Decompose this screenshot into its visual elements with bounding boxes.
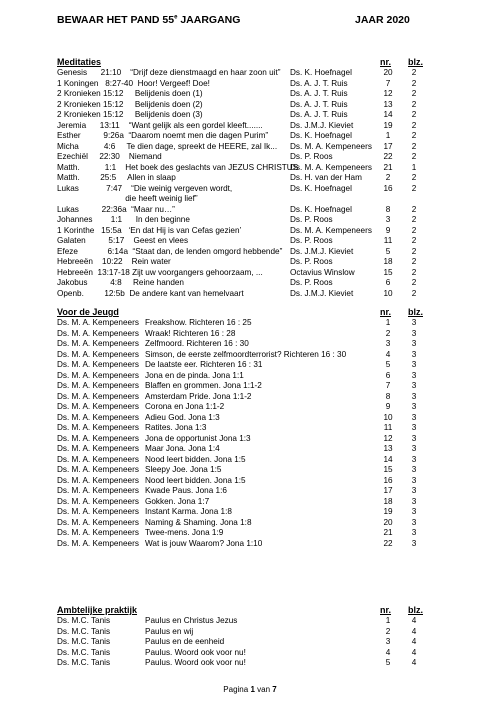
entry-title: Amsterdam Pride. Jona 1:1-2 xyxy=(145,391,252,401)
entry-title: Genesis 21:10 “Drijf deze dienstmaagd en haar zoon uit” xyxy=(57,68,281,77)
entry-page: 4 xyxy=(411,658,417,667)
entry-number: 19 xyxy=(383,507,393,516)
entry-title: Matth. 1:1 Het boek des geslachts van JEZUS CHRISTUS xyxy=(57,162,299,172)
entry-page: 2 xyxy=(411,152,417,161)
entry-page: 2 xyxy=(411,173,417,182)
entry-author: Ds. M. A. Kempeneers xyxy=(57,496,139,506)
entry-number: 12 xyxy=(383,89,393,98)
entry-title: Sleepy Joe. Jona 1:5 xyxy=(145,465,222,474)
entry-author: Ds. M. A. Kempeneers xyxy=(57,370,139,380)
entry-author: Ds. M. A. Kempeneers xyxy=(57,465,139,474)
entry-author: Ds. M. A. Kempeneers xyxy=(57,349,139,359)
entry-title: Freakshow. Richteren 16 : 25 xyxy=(145,318,252,327)
entry-number: 11 xyxy=(383,423,393,432)
entry-page: 3 xyxy=(411,475,417,485)
blz-column-header: blz. xyxy=(408,307,423,317)
entry-title: Ezechiël 22:30 Niemand xyxy=(57,152,162,161)
entry-title: Maar Jona. Jona 1:4 xyxy=(145,444,220,453)
entry-author: Ds. M.C. Tanis xyxy=(57,616,111,625)
entry-title: Hebreeën 13:17-18 Zijt uw voorgangers gehoorzaam, ... xyxy=(57,267,263,277)
entry-author: Ds. M. A. Kempeneers xyxy=(57,381,139,390)
entry-number: 10 xyxy=(383,288,393,298)
entry-number: 5 xyxy=(385,246,391,256)
entry-page: 3 xyxy=(411,423,417,432)
entry-author: Ds. J.M.J. Kieviet xyxy=(290,288,354,298)
entry-author: Ds. M. A. Kempeneers xyxy=(57,433,139,443)
entry-title: Blaffen en grommen. Jona 1:1-2 xyxy=(145,381,262,390)
entry-page: 3 xyxy=(411,328,417,338)
entry-page: 2 xyxy=(411,78,417,88)
entry-author: Ds. P. Roos xyxy=(290,278,333,287)
entry-page: 4 xyxy=(411,647,417,657)
entry-author: Ds. M. A. Kempeneers xyxy=(57,444,139,453)
entry-number: 10 xyxy=(383,412,393,422)
entry-number: 3 xyxy=(385,637,391,646)
entry-page: 2 xyxy=(411,183,417,193)
entry-title: Jeremia 13:11 “Want gelijk als een gordel kleeft....... xyxy=(57,120,263,130)
entry-page: 2 xyxy=(411,225,417,235)
entry-number: 14 xyxy=(383,110,393,119)
entry-page: 3 xyxy=(411,412,417,422)
entry-number: 14 xyxy=(383,454,393,464)
entry-title: Wraak! Richteren 16 : 28 xyxy=(145,328,236,338)
entry-title: 2 Kronieken 15:12 Belijdenis doen (2) xyxy=(57,99,203,109)
entry-title: Instant Karma. Jona 1:8 xyxy=(145,507,232,516)
entry-title: Jakobus 4:8 Reine handen xyxy=(57,278,184,287)
entry-title: 2 Kronieken 15:12 Belijdenis doen (3) xyxy=(57,110,203,119)
entry-number: 1 xyxy=(385,318,391,327)
entry-page: 2 xyxy=(411,68,417,77)
entry-title: Efeze 6:14a “Staat dan, de lenden omgord hebbende” xyxy=(57,246,283,256)
entry-author: Ds. A. J. T. Ruis xyxy=(290,89,348,98)
publication-title: BEWAAR HET PAND 55e JAARGANG xyxy=(57,14,241,26)
entry-title: 2 Kronieken 15:12 Belijdenis doen (1) xyxy=(57,89,203,98)
entry-title: Matth. 25:5 Allen in slaap xyxy=(57,173,176,182)
entry-number: 15 xyxy=(383,465,393,474)
entry-number: 18 xyxy=(383,257,393,266)
entry-author: Ds. M. A. Kempeneers xyxy=(290,141,372,151)
entry-page: 2 xyxy=(411,278,417,287)
entry-title: Johannes 1:1 In den beginne xyxy=(57,215,190,224)
entry-page: 2 xyxy=(411,120,417,130)
entry-page: 3 xyxy=(411,360,417,369)
entry-number: 6 xyxy=(385,370,391,380)
entry-number: 21 xyxy=(383,528,393,537)
entry-title: Ratites. Jona 1:3 xyxy=(145,423,207,432)
entry-author: Ds. K. Hoefnagel xyxy=(290,204,352,214)
entry-author: Ds. M. A. Kempeneers xyxy=(57,402,139,411)
entry-number: 17 xyxy=(383,486,393,495)
entry-author: Ds. A. J. T. Ruis xyxy=(290,110,348,119)
entry-number: 6 xyxy=(385,278,391,287)
entry-number: 16 xyxy=(383,183,393,193)
entry-page: 2 xyxy=(411,288,417,298)
entry-page: 2 xyxy=(411,204,417,214)
entry-title: De laatste eer. Richteren 16 : 31 xyxy=(145,360,263,369)
entry-author: Ds. M. A. Kempeneers xyxy=(57,328,139,338)
entry-page: 3 xyxy=(411,381,417,390)
entry-author: Ds. K. Hoefnagel xyxy=(290,183,352,193)
year-title: JAAR 2020 xyxy=(355,14,410,26)
entry-title: Paulus en wij xyxy=(145,626,194,636)
entry-number: 1 xyxy=(385,131,391,140)
entry-author: Ds. P. Roos xyxy=(290,257,333,266)
entry-number: 2 xyxy=(385,626,391,636)
entry-title: Nood leert bidden. Jona 1:5 xyxy=(145,475,246,485)
entry-author: Ds. J.M.J. Kieviet xyxy=(290,120,354,130)
blz-column-header: blz. xyxy=(408,57,423,67)
entry-page: 2 xyxy=(411,267,417,277)
entry-author: Ds. A. J. T. Ruis xyxy=(290,78,348,88)
entry-number: 3 xyxy=(385,215,391,224)
entry-number: 20 xyxy=(383,68,393,77)
entry-number: 16 xyxy=(383,475,393,485)
entry-title: Corona en Jona 1:1-2 xyxy=(145,402,225,411)
nr-column-header: nr. xyxy=(380,57,392,67)
entry-author: Ds. P. Roos xyxy=(290,215,333,224)
entry-title: Adieu God. Jona 1:3 xyxy=(145,412,220,422)
entry-page: 2 xyxy=(411,257,417,266)
entry-page: 3 xyxy=(411,517,417,527)
entry-title: Twee-mens. Jona 1:9 xyxy=(145,528,224,537)
entry-page: 4 xyxy=(411,637,417,646)
entry-page: 4 xyxy=(411,616,417,625)
entry-title: die heeft weinig lief” xyxy=(57,194,198,203)
entry-title: Paulus. Woord ook voor nu! xyxy=(145,658,246,667)
entry-number: 3 xyxy=(385,339,391,348)
entry-title: Jona en de pinda. Jona 1:1 xyxy=(145,370,244,380)
entry-title: Openb. 12:5b De andere kant van hemelvaart xyxy=(57,288,244,298)
entry-author: Ds. A. J. T. Ruis xyxy=(290,99,348,109)
entry-number: 13 xyxy=(383,444,393,453)
entry-number: 4 xyxy=(385,647,391,657)
entry-title: Micha 4:6 Te dien dage, spreekt de HEERE, zal Ik... xyxy=(57,141,278,151)
entry-page: 4 xyxy=(411,626,417,636)
entry-title: 1 Korinthe 15:5a ‘En dat Hij is van Cefas gezien’ xyxy=(57,225,242,235)
entry-author: Ds. M. A. Kempeneers xyxy=(57,454,139,464)
entry-page: 3 xyxy=(411,528,417,537)
entry-author: Ds. M. A. Kempeneers xyxy=(57,517,139,527)
entry-author: Ds. M. A. Kempeneers xyxy=(57,538,139,548)
entry-author: Octavius Winslow xyxy=(290,267,355,277)
entry-number: 15 xyxy=(383,267,393,277)
ambtelijke-heading: Ambtelijke praktijk xyxy=(57,605,138,615)
entry-page: 3 xyxy=(411,433,417,443)
entry-number: 21 xyxy=(383,162,393,172)
entry-author: Ds. M. A. Kempeneers xyxy=(57,486,139,495)
entry-number: 5 xyxy=(385,360,391,369)
entry-title: 1 Koningen 8:27-40 Hoor! Vergeef! Doe! xyxy=(57,78,210,88)
entry-title: Paulus en de eenheid xyxy=(145,637,225,646)
entry-title: Jona de opportunist Jona 1:3 xyxy=(145,433,251,443)
entry-title: Hebreeën 10:22 Rein water xyxy=(57,257,171,266)
entry-page: 2 xyxy=(411,236,417,245)
entry-author: Ds. M. A. Kempeneers xyxy=(290,225,372,235)
entry-page: 1 xyxy=(411,162,417,172)
entry-page: 3 xyxy=(411,349,417,359)
entry-number: 5 xyxy=(385,658,391,667)
entry-number: 9 xyxy=(385,225,391,235)
entry-number: 9 xyxy=(385,402,391,411)
entry-page: 3 xyxy=(411,454,417,464)
entry-author: Ds. M. A. Kempeneers xyxy=(57,391,139,401)
entry-author: Ds. M. A. Kempeneers xyxy=(57,412,139,422)
entry-title: Naming & Shaming. Jona 1:8 xyxy=(145,517,252,527)
entry-author: Ds. M. A. Kempeneers xyxy=(57,475,139,485)
entry-page: 2 xyxy=(411,89,417,98)
entry-number: 8 xyxy=(385,391,391,401)
entry-number: 7 xyxy=(385,381,391,390)
entry-author: Ds. K. Hoefnagel xyxy=(290,68,352,77)
entry-page: 3 xyxy=(411,370,417,380)
entry-page: 2 xyxy=(411,246,417,256)
entry-number: 11 xyxy=(383,236,393,245)
entry-title: Paulus en Christus Jezus xyxy=(145,616,238,625)
entry-author: Ds. K. Hoefnagel xyxy=(290,131,352,140)
entry-number: 1 xyxy=(385,616,391,625)
entry-title: Zelfmoord. Richteren 16 : 30 xyxy=(145,339,249,348)
entry-title: Galaten 5:17 Geest en vlees xyxy=(57,236,189,245)
entry-title: Esther 9:26a “Daarom noemt men die dagen Purim” xyxy=(57,131,269,140)
entry-author: Ds. M.C. Tanis xyxy=(57,647,111,657)
entry-author: Ds. M.C. Tanis xyxy=(57,626,111,636)
entry-author: Ds. M. A. Kempeneers xyxy=(57,507,139,516)
entry-page: 2 xyxy=(411,110,417,119)
entry-author: Ds. P. Roos xyxy=(290,152,333,161)
entry-title: Lukas 22:36a “Maar nu…” xyxy=(57,204,175,214)
entry-author: Ds. M. A. Kempeneers xyxy=(57,360,139,369)
entry-number: 7 xyxy=(385,78,391,88)
entry-title: Lukas 7:47 “Die weinig vergeven wordt, xyxy=(57,183,233,193)
entry-page: 3 xyxy=(411,486,417,495)
entry-number: 19 xyxy=(383,120,393,130)
entry-title: Nood leert bidden. Jona 1:5 xyxy=(145,454,246,464)
entry-number: 13 xyxy=(383,99,393,109)
entry-title: Gokken. Jona 1:7 xyxy=(145,496,210,506)
entry-page: 3 xyxy=(411,339,417,348)
entry-author: Ds. M.C. Tanis xyxy=(57,658,111,667)
entry-number: 22 xyxy=(383,538,393,548)
entry-page: 3 xyxy=(411,465,417,474)
entry-author: Ds. P. Roos xyxy=(290,236,333,245)
jeugd-heading: Voor de Jeugd xyxy=(57,307,119,317)
entry-page: 2 xyxy=(411,215,417,224)
entry-title: Paulus. Woord ook voor nu! xyxy=(145,647,246,657)
nr-column-header: nr. xyxy=(380,605,392,615)
entry-author: Ds. M. A. Kempeneers xyxy=(57,528,139,537)
nr-column-header: nr. xyxy=(380,307,392,317)
meditaties-heading: Meditaties xyxy=(57,57,102,67)
entry-page: 2 xyxy=(411,99,417,109)
entry-author: Ds. H. van der Ham xyxy=(290,173,362,182)
entry-page: 3 xyxy=(411,507,417,516)
entry-number: 22 xyxy=(383,152,393,161)
entry-author: Ds. M. A. Kempeneers xyxy=(57,339,139,348)
entry-author: Ds. M.C. Tanis xyxy=(57,637,111,646)
entry-page: 3 xyxy=(411,496,417,506)
entry-number: 18 xyxy=(383,496,393,506)
entry-number: 2 xyxy=(385,173,391,182)
entry-title: Kwade Paus. Jona 1:6 xyxy=(145,486,227,495)
entry-number: 12 xyxy=(383,433,393,443)
entry-author: Ds. M. A. Kempeneers xyxy=(290,162,372,172)
entry-author: Ds. M. A. Kempeneers xyxy=(57,423,139,432)
page-footer: Pagina 1 van 7 xyxy=(223,685,277,694)
entry-page: 3 xyxy=(411,444,417,453)
entry-number: 20 xyxy=(383,517,393,527)
entry-number: 17 xyxy=(383,141,393,151)
entry-title: Simson, de eerste zelfmoordterrorist? Richteren 16 : 30 xyxy=(145,349,347,359)
entry-title: Wat is jouw Waarom? Jona 1:10 xyxy=(145,538,263,548)
entry-page: 2 xyxy=(411,131,417,140)
entry-page: 3 xyxy=(411,402,417,411)
entry-author: Ds. M. A. Kempeneers xyxy=(57,318,139,327)
entry-page: 2 xyxy=(411,141,417,151)
entry-page: 3 xyxy=(411,318,417,327)
entry-page: 3 xyxy=(411,391,417,401)
blz-column-header: blz. xyxy=(408,605,423,615)
entry-page: 3 xyxy=(411,538,417,548)
entry-number: 2 xyxy=(385,328,391,338)
entry-author: Ds. J.M.J. Kieviet xyxy=(290,246,354,256)
entry-number: 4 xyxy=(385,349,391,359)
entry-number: 8 xyxy=(385,204,391,214)
